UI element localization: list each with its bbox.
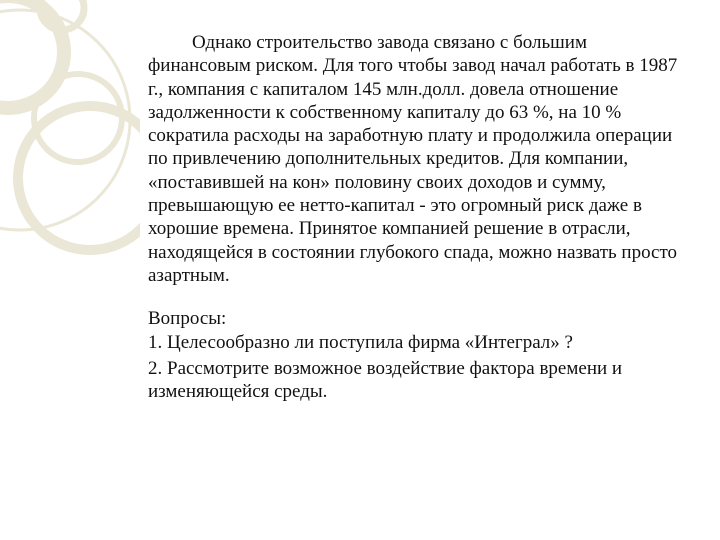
slide-content bbox=[148, 31, 693, 403]
question-2: 2. Рассмотрите возможное воздействие фактора времени и изменяющейся среды. bbox=[148, 357, 623, 403]
ornament-ring-large bbox=[0, 0, 64, 108]
questions-block bbox=[148, 307, 693, 403]
body-paragraph: Однако строительство завода связано с большим финансовым риском. Для того чтобы завод начал работать в 1987 г., компания с капиталом 145 млн.долл. довела отношение задолженности к собственному капиталу до 63 %, на 10 % сократила расходы на заработную плату и продолжила операции по привлечению дополнительных кредитов. Для компании, «поставившей на кон» половину своих доходов и сумму, превышающую ее нетто-капитал - это огромный риск даже в хорошие времена. Принятое компанией решение в отрасли, находящейся в состоянии глубокого спада, можно назвать просто азартным. bbox=[148, 32, 678, 286]
ornament-ring-lower bbox=[18, 106, 140, 250]
ornament-ring-outer bbox=[0, 10, 130, 230]
ornament-ring-medium bbox=[40, 0, 84, 30]
ornament-ring-small bbox=[34, 74, 122, 162]
question-1: 1. Целесообразно ли поступила фирма «Интеграл» ? bbox=[148, 331, 573, 353]
decorative-circles bbox=[0, 0, 140, 540]
questions-heading: Вопросы: bbox=[148, 308, 227, 330]
